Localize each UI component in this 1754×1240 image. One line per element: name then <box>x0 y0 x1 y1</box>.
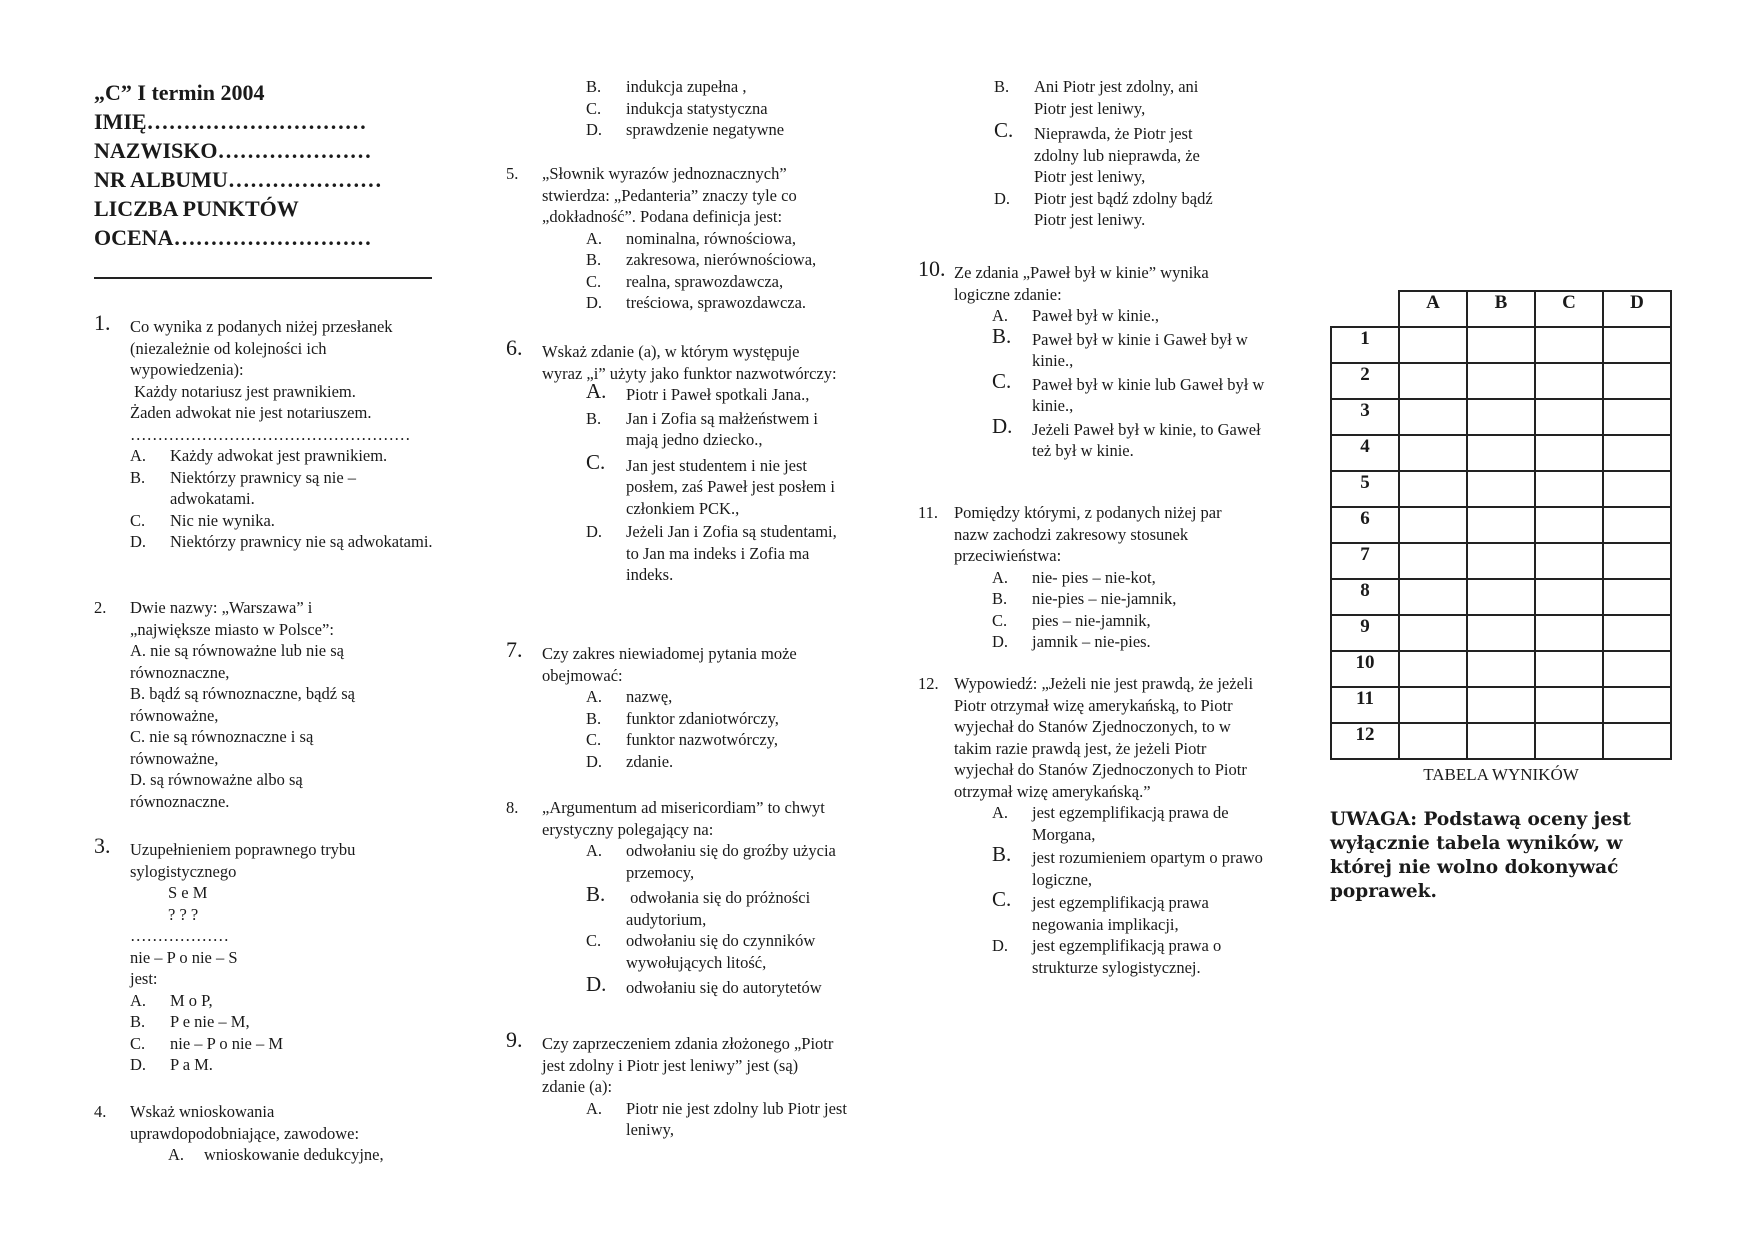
answer-cell[interactable] <box>1535 579 1603 615</box>
answer-cell[interactable] <box>1399 327 1467 363</box>
answer-cell[interactable] <box>1603 615 1671 651</box>
answer-cell[interactable] <box>1399 723 1467 759</box>
question-5 <box>506 163 846 314</box>
column-header: B <box>1467 291 1535 327</box>
option-d: D. Jeżeli Paweł był w kinie, to Gaweł też był w kinie. <box>992 413 1261 460</box>
answer-cell[interactable] <box>1467 651 1535 687</box>
answer-cell[interactable] <box>1603 651 1671 687</box>
answer-cell[interactable] <box>1535 471 1603 507</box>
answer-cell[interactable] <box>1467 363 1535 399</box>
question-text: Pomiędzy którymi, z podanych niżej par nazw zachodzi zakresowy stosunek przeciwieństwa: <box>954 503 1222 565</box>
option-a: A. nazwę, <box>586 687 673 706</box>
answer-cell[interactable] <box>1603 723 1671 759</box>
option-b: B. Niektórzy prawnicy są nie – adwokatami. <box>130 467 357 508</box>
option-d: D. odwołaniu się do autorytetów <box>586 972 822 997</box>
question-2 <box>94 597 439 812</box>
answer-cell[interactable] <box>1467 399 1535 435</box>
option-d: D. zdanie. <box>586 751 674 771</box>
row-number: 8 <box>1331 579 1399 615</box>
answer-cell[interactable] <box>1535 399 1603 435</box>
option-d: D. Niektórzy prawnicy nie są adwokatami. <box>130 532 433 551</box>
question-text: „Słownik wyrazów jednoznacznych” stwierdza: „Pedanteria” znaczy tyle co „dokładność”. Podana definicja jest: <box>542 164 797 226</box>
question-10 <box>918 256 1265 462</box>
points-field: LICZBA PUNKTÓW <box>94 196 299 221</box>
table-row <box>1331 687 1671 723</box>
row-number: 11 <box>1331 687 1399 723</box>
table-row <box>1331 471 1671 507</box>
answer-cell[interactable] <box>1535 435 1603 471</box>
row-number: 12 <box>1331 723 1399 759</box>
answer-cell[interactable] <box>1535 687 1603 723</box>
answer-cell[interactable] <box>1399 471 1467 507</box>
answer-cell[interactable] <box>1467 507 1535 543</box>
answer-cell[interactable] <box>1535 327 1603 363</box>
answer-cell[interactable] <box>1535 543 1603 579</box>
table-row <box>1331 327 1671 363</box>
answer-cell[interactable] <box>1603 327 1671 363</box>
question-text: „Argumentum ad misericordiam” to chwyt erystyczny polegający na: <box>542 798 825 839</box>
column-header: D <box>1603 291 1671 327</box>
table-header-row <box>1331 291 1671 327</box>
option-b: B. Jan i Zofia są małżeństwem i mają jedno dziecko., <box>586 408 818 449</box>
question-number: 3. <box>94 833 111 858</box>
table-row <box>1331 507 1671 543</box>
header-divider <box>94 277 432 279</box>
answer-cell[interactable] <box>1399 543 1467 579</box>
table-row <box>1331 723 1671 759</box>
table-row <box>1331 579 1671 615</box>
option-d: D. jest egzemplifikacją prawa o strukturze sylogistycznej. <box>992 936 1222 977</box>
grade-field: OCENA……………………… <box>94 225 372 250</box>
column-header: C <box>1535 291 1603 327</box>
question-number: 10. <box>918 256 946 281</box>
answer-cell[interactable] <box>1467 327 1535 363</box>
table-caption: TABELA WYNIKÓW <box>1423 765 1579 784</box>
answer-cell[interactable] <box>1399 615 1467 651</box>
option-c: C. Nieprawda, że Piotr jest zdolny lub nieprawda, że Piotr jest leniwy, <box>994 118 1200 186</box>
question-number: 5. <box>506 164 519 183</box>
option-c: C. funktor nazwotwórczy, <box>586 730 778 749</box>
option-a: A. nominalna, równościowa, <box>586 228 797 248</box>
row-number: 4 <box>1331 435 1399 471</box>
option-a: A. Paweł był w kinie., <box>992 306 1159 325</box>
option-c: C. nie – P o nie – M <box>130 1033 284 1053</box>
answer-cell[interactable] <box>1535 615 1603 651</box>
option-c: C. nie są równoznaczne i są równoważne, <box>130 727 314 768</box>
answer-cell[interactable] <box>1399 651 1467 687</box>
answer-cell[interactable] <box>1399 435 1467 471</box>
option-c: C. Nic nie wynika. <box>130 510 275 530</box>
option-c: C. jest egzemplifikacją prawa negowania implikacji, <box>992 887 1209 934</box>
answer-cell[interactable] <box>1467 579 1535 615</box>
option-b: B. Paweł był w kinie i Gaweł był w kinie., <box>992 323 1248 370</box>
question-6 <box>506 335 846 586</box>
option-d: D. treściowa, sprawozdawcza. <box>586 293 807 312</box>
table-row <box>1331 543 1671 579</box>
answer-cell[interactable] <box>1535 507 1603 543</box>
column-header: A <box>1399 291 1467 327</box>
premise-2: Żaden adwokat nie jest notariuszem. <box>130 403 372 422</box>
question-text: Ze zdania „Paweł był w kinie” wynika logiczne zdanie: <box>954 263 1209 304</box>
row-number: 10 <box>1331 651 1399 687</box>
question-text: Wskaż wnioskowania uprawdopodobniające, zawodowe: <box>130 1102 360 1143</box>
syllogism-divider: ……………… <box>130 926 229 945</box>
question-number: 4. <box>94 1102 107 1121</box>
table-row <box>1331 651 1671 687</box>
question-number: 11. <box>918 503 939 522</box>
option-b: B. bądź są równoznaczne, bądź są równoważne, <box>130 684 355 725</box>
option-c: C. Jan jest studentem i nie jest posłem, zaś Paweł jest posłem i członkiem PCK., <box>586 449 835 518</box>
album-field: NR ALBUMU………………… <box>94 167 382 192</box>
question-4-continued <box>506 76 846 141</box>
test-title: „C” I termin 2004 <box>94 80 265 105</box>
question-number: 8. <box>506 798 519 817</box>
question-number: 7. <box>506 637 523 662</box>
surname-field: NAZWISKO………………… <box>94 138 372 163</box>
question-4 <box>94 1101 439 1166</box>
warning-note: UWAGA: Podstawą oceny jest wyłącznie tabela wyników, w której nie wolno dokonywać poprawek. <box>1330 809 1631 902</box>
question-text: Wskaż zdanie (a), w którym występuje wyraz „i” użyty jako funktor nazwotwórczy: <box>542 342 837 383</box>
question-text: Co wynika z podanych niżej przesłanek (niezależnie od kolejności ich wypowiedzenia): <box>130 317 393 379</box>
option-d: D. są równoważne albo są równoznaczne. <box>130 770 303 811</box>
answer-cell[interactable] <box>1603 687 1671 723</box>
table-row <box>1331 399 1671 435</box>
option-a: A. Każdy adwokat jest prawnikiem. <box>130 446 388 465</box>
option-a: A. odwołaniu się do groźby użycia przemocy, <box>586 841 836 882</box>
answer-cell[interactable] <box>1399 399 1467 435</box>
question-3 <box>94 833 439 1076</box>
answer-cell[interactable] <box>1399 579 1467 615</box>
answer-cell[interactable] <box>1467 471 1535 507</box>
option-b: B. odwołania się do próżności audytorium, <box>586 882 815 929</box>
answer-cell[interactable] <box>1603 471 1671 507</box>
option-b: B. P e nie – M, <box>130 1012 250 1031</box>
header-block <box>94 78 434 252</box>
option-a: A. nie są równoważne lub nie są równoznaczne, <box>130 641 344 682</box>
answer-cell[interactable] <box>1467 435 1535 471</box>
answer-cell[interactable] <box>1603 435 1671 471</box>
row-number: 3 <box>1331 399 1399 435</box>
row-number: 7 <box>1331 543 1399 579</box>
question-8 <box>506 797 846 999</box>
option-c: C. pies – nie-jamnik, <box>992 610 1151 630</box>
question-9 <box>506 1027 847 1141</box>
answer-cell[interactable] <box>1535 723 1603 759</box>
table-corner <box>1331 291 1399 327</box>
option-d: D. P a M. <box>130 1055 213 1074</box>
syllogism-line-4: jest: <box>130 969 158 988</box>
table-row <box>1331 615 1671 651</box>
option-c: C. realna, sprawozdawcza, <box>586 271 784 291</box>
question-text: Czy zakres niewiadomej pytania może obejmować: <box>542 644 797 685</box>
option-d: D. jamnik – nie-pies. <box>992 632 1151 651</box>
question-text: Uzupełnieniem poprawnego trybu sylogistycznego <box>130 840 356 881</box>
option-b: B. nie-pies – nie-jamnik, <box>992 589 1177 608</box>
syllogism-line-2: ? ? ? <box>168 904 199 924</box>
option-a: A. wnioskowanie dedukcyjne, <box>168 1145 384 1164</box>
option-b: B. indukcja zupełna , <box>586 77 747 96</box>
answer-cell[interactable] <box>1603 579 1671 615</box>
option-b: B. jest rozumieniem opartym o prawo logiczne, <box>992 842 1263 889</box>
name-field: IMIĘ………………………… <box>94 109 367 134</box>
question-text: Wypowiedź: „Jeżeli nie jest prawdą, że jeżeli Piotr otrzymał wizę amerykańską, to Piotr wyjechał do Stanów Zjednoczonych, to w takim razie prawdą jest, że jeżeli Piotr wyjechał do Stanów Zjednoczonych to Piotr otrzymał wizę amerykańską.” <box>954 674 1254 801</box>
row-number: 1 <box>1331 327 1399 363</box>
question-text: Dwie nazwy: „Warszawa” i „największe miasto w Polsce”: <box>130 598 334 639</box>
answer-cell[interactable] <box>1467 687 1535 723</box>
answer-cell[interactable] <box>1535 651 1603 687</box>
question-7 <box>506 637 846 772</box>
row-number: 6 <box>1331 507 1399 543</box>
results-table <box>1330 290 1672 760</box>
option-b: B. zakresowa, nierównościowa, <box>586 250 817 269</box>
conclusion-line: …………………………………………… <box>130 424 411 444</box>
question-number: 12. <box>918 674 939 693</box>
question-9-continued <box>918 76 1258 231</box>
option-b: B. Ani Piotr jest zdolny, ani Piotr jest leniwy, <box>994 77 1199 118</box>
answer-cell[interactable] <box>1535 363 1603 399</box>
answer-cell[interactable] <box>1603 543 1671 579</box>
row-number: 9 <box>1331 615 1399 651</box>
answer-cell[interactable] <box>1603 363 1671 399</box>
question-number: 6. <box>506 335 523 360</box>
question-12 <box>918 673 1263 978</box>
answer-cell[interactable] <box>1399 507 1467 543</box>
option-a: A. M o P, <box>130 990 213 1010</box>
question-number: 2. <box>94 598 107 617</box>
premise-1: Każdy notariusz jest prawnikiem. <box>130 381 356 401</box>
option-c: C. indukcja statystyczna <box>586 98 768 118</box>
option-a: A. nie- pies – nie-kot, <box>992 567 1156 587</box>
question-number: 1. <box>94 310 111 335</box>
option-c: C. odwołaniu się do czynników wywołujących litość, <box>586 931 816 972</box>
option-d: D. Piotr jest bądź zdolny bądź Piotr jest leniwy. <box>994 188 1213 229</box>
syllogism-line-3: nie – P o nie – S <box>130 947 238 967</box>
row-number: 2 <box>1331 363 1399 399</box>
question-11 <box>918 502 1258 653</box>
option-a: A. Piotr i Paweł spotkali Jana., <box>586 379 810 404</box>
syllogism-line-1: S e M <box>168 883 208 902</box>
option-d: D. sprawdzenie negatywne <box>586 120 785 139</box>
answer-cell[interactable] <box>1467 615 1535 651</box>
option-c: C. Paweł był w kinie lub Gaweł był w kinie., <box>992 368 1265 415</box>
answer-cell[interactable] <box>1467 723 1535 759</box>
answer-cell[interactable] <box>1603 399 1671 435</box>
answer-cell[interactable] <box>1603 507 1671 543</box>
question-text: Czy zaprzeczeniem zdania złożonego „Piotr jest zdolny i Piotr jest leniwy” jest (są) zdanie (a): <box>542 1034 834 1096</box>
option-d: D. Jeżeli Jan i Zofia są studentami, to Jan ma indeks i Zofia ma indeks. <box>586 522 837 584</box>
answer-cell[interactable] <box>1467 543 1535 579</box>
answer-cell[interactable] <box>1399 687 1467 723</box>
option-a: A. Piotr nie jest zdolny lub Piotr jest leniwy, <box>586 1098 847 1139</box>
row-number: 5 <box>1331 471 1399 507</box>
table-row <box>1331 435 1671 471</box>
question-number: 9. <box>506 1027 523 1052</box>
question-1 <box>94 310 439 553</box>
table-row <box>1331 363 1671 399</box>
answer-cell[interactable] <box>1399 363 1467 399</box>
option-b: B. funktor zdaniotwórczy, <box>586 708 779 728</box>
option-a: A. jest egzemplifikacją prawa de Morgana, <box>992 803 1229 844</box>
